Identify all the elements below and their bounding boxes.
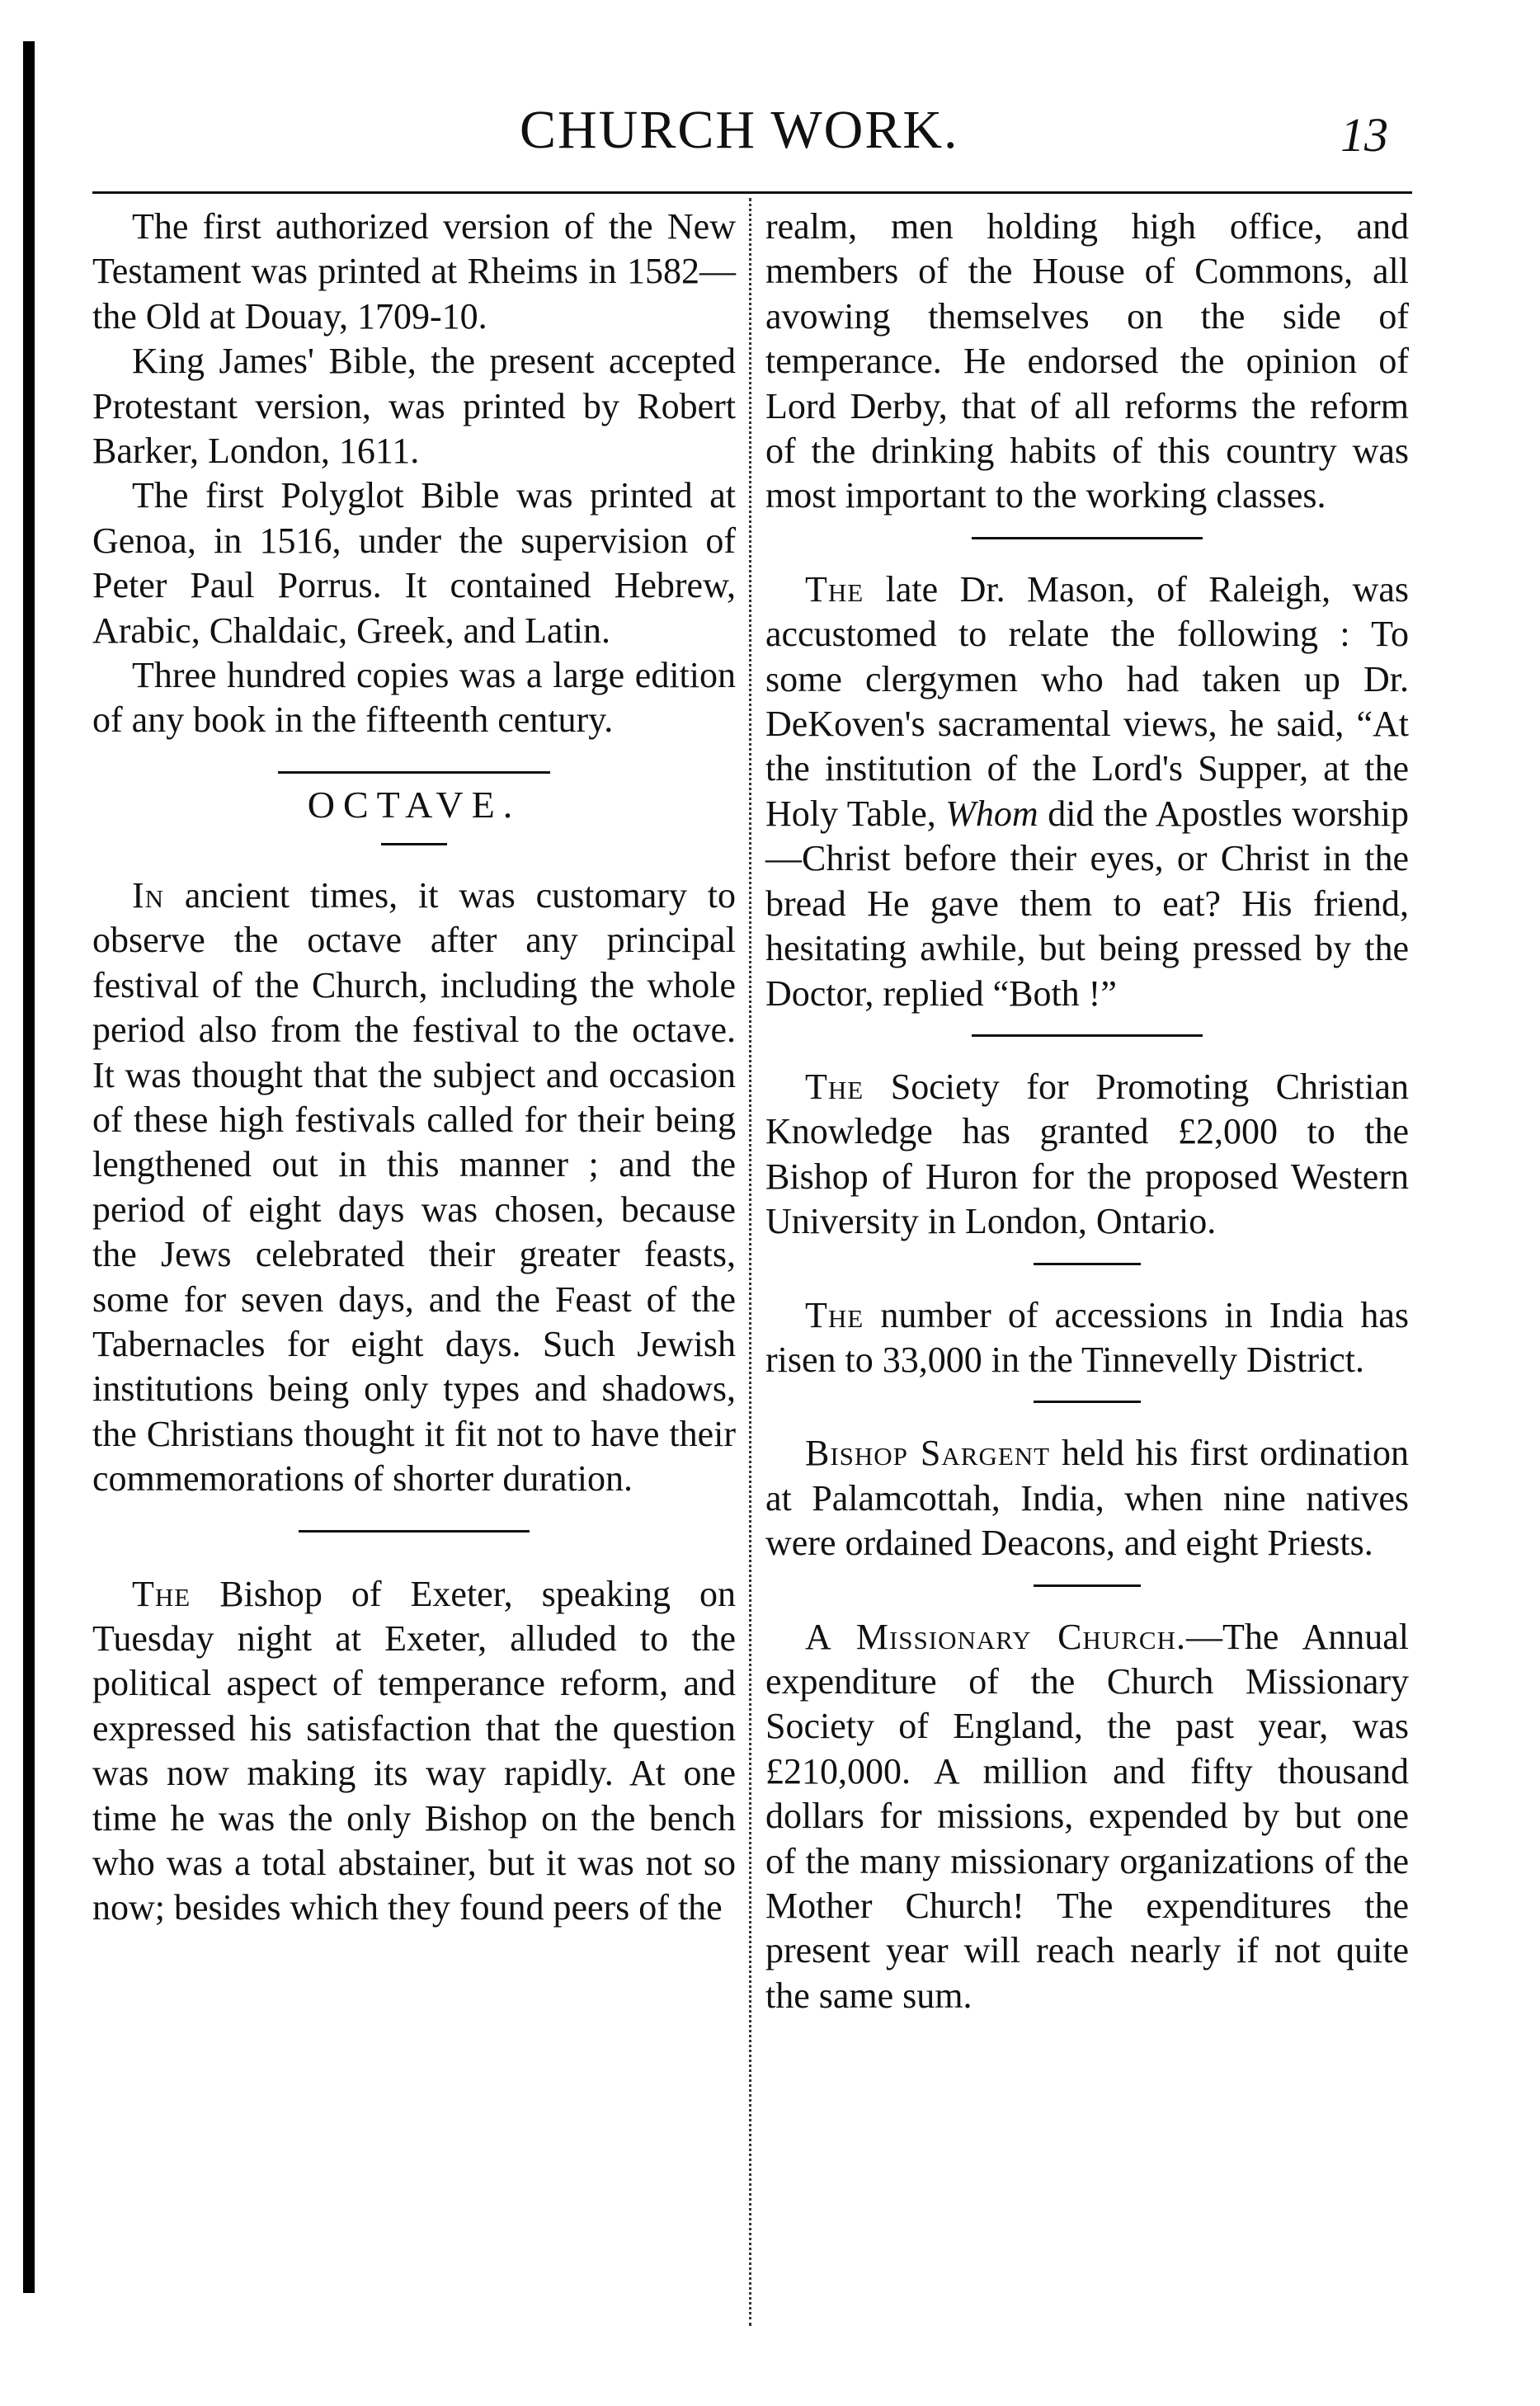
paragraph-india-accessions — [765, 1293, 1409, 1383]
paragraph-first-authorized-version: The first authorized version of the New Testament was printed at Rheims in 1582—the Old at Douay, 1709-10. — [92, 206, 736, 337]
paragraph-octave — [92, 873, 736, 1502]
paragraph-india-accessions-text: number of accessions in India has risen to 33,000 in the Tinnevelly District. — [765, 1294, 1409, 1380]
paragraph-bishop-exeter — [92, 1572, 736, 1931]
lead-word: The — [805, 568, 864, 610]
paragraph-polyglot-bible: The first Polyglot Bible was printed at Genoa, in 1516, under the supervision of Peter Paul Porrus. It contained Hebrew, Arabic, Chaldaic, Greek, and Latin. — [92, 475, 736, 651]
left-column — [92, 205, 736, 1931]
lead-word: A Missionary Church. — [805, 1616, 1186, 1657]
page-number: 13 — [1340, 108, 1388, 162]
paragraph-missionary-church-text: —The Annual expenditure of the Church Missionary Society of England, the past year, was £210,000. A million and fifty thousand dollars for missions, expended by but one of the many missionary organizations of the Mother Church! The expenditures the present year will reach nearly if not quite the same sum. — [765, 1616, 1409, 2016]
running-head — [0, 97, 1540, 172]
page-title: CHURCH WORK. — [520, 100, 959, 160]
paragraph-octave-text: ancient times, it was customary to observe the octave after any principal festival of the Church, including the whole period also from the festival to the octave. It was thought that the subject and occasion of these high festivals called for their being lengthened out in this manner ; and the period of eight days was chosen, because the Jews celebrated their greater feasts, some for seven days, and the Feast of the Tabernacles for eight days. Such Jewish institutions being only types and shadows, the Christians thought it fit not to have their commemorations of shorter duration. — [92, 874, 736, 1500]
lead-word: The — [132, 1573, 191, 1614]
lead-word: The — [805, 1066, 864, 1107]
lead-word: The — [805, 1294, 864, 1335]
paragraph-bishop-sargent-text: held his first ordination at Palamcottah, India, when nine natives were ordained Deacons, and eight Priests. — [765, 1433, 1409, 1564]
section-heading-octave: OCTAVE. — [307, 783, 521, 826]
paragraph-missionary-church — [765, 1615, 1409, 2019]
scan-edge-bar — [23, 41, 35, 2293]
paragraph-dr-mason-text: late Dr. Mason, of Raleigh, was accustomed to relate the following : To some clergymen who had taken up Dr. DeKoven's sacramental views, he said, “At the institution of the Lord's Supper, at the Holy Table, — [765, 568, 1409, 834]
paragraph-dr-mason-text-end: did the Apostles worship—Christ before their eyes, or Christ in the bread He gave them to eat? His friend, hesitating awhile, but being pressed by the Doctor, replied “Both !” — [765, 793, 1410, 1014]
paragraph-three-hundred-copies: Three hundred copies was a large edition of any book in the fifteenth century. — [92, 655, 736, 741]
paragraph-spck-text: Society for Promoting Christian Knowledge has granted £2,000 to the Bishop of Huron for the proposed Western University in London, Ontario. — [765, 1066, 1409, 1242]
header-rule — [92, 191, 1412, 194]
lead-word: In — [132, 874, 165, 916]
italic-word: Whom — [945, 793, 1038, 834]
paragraph-exeter-continued: realm, men holding high office, and members of the House of Commons, all avowing themselves on the side of temperance. He endorsed the opinion of Lord Derby, that of all reforms the reform of the drinking habits of this country was most important to the working classes. — [765, 206, 1409, 516]
paragraph-dr-mason — [765, 567, 1409, 1016]
right-column — [765, 205, 1409, 2018]
column-divider — [749, 198, 751, 2326]
paragraph-bishop-sargent — [765, 1431, 1409, 1566]
section-rule — [278, 771, 550, 774]
paragraph-bishop-exeter-text: Bishop of Exeter, speaking on Tuesday night at Exeter, alluded to the political aspect of temperance reform, and expressed his satisfaction that the question was now making its way rapidly. At one time he was the only Bishop on the bench who was a total abstainer, but it was not so now; besides which they found peers of the — [92, 1573, 736, 1928]
paragraph-king-james-bible: King James' Bible, the present accepted Protestant version, was printed by Robert Barker, London, 1611. — [92, 341, 736, 472]
lead-word: Bishop Sargent — [805, 1433, 1051, 1474]
paragraph-spck — [765, 1065, 1409, 1245]
